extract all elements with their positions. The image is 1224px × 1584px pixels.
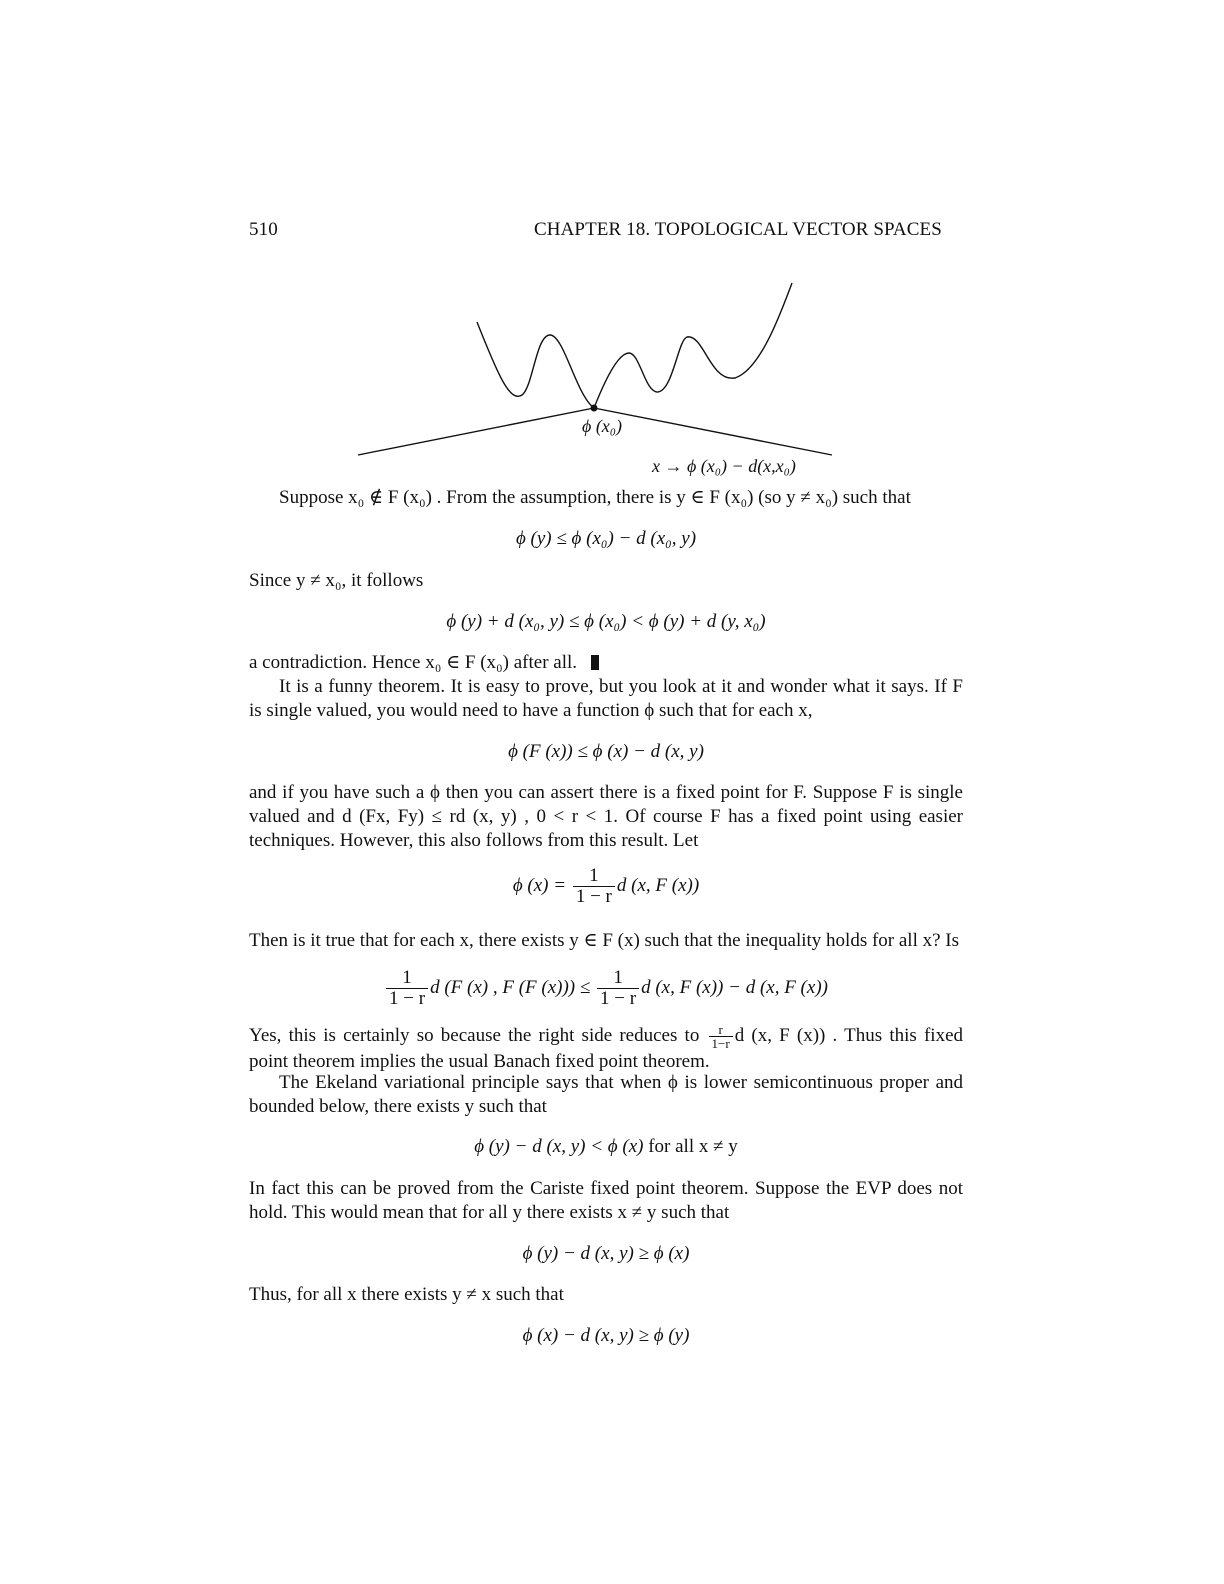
minimum-point bbox=[591, 405, 598, 412]
equation-3: ϕ (F (x)) ≤ ϕ (x) − d (x, y) bbox=[508, 741, 704, 762]
eq5-frac1-den: 1 − r bbox=[389, 988, 426, 1009]
paragraph-then-is-it: Then is it true that for each x, there exists y ∈ F (x) such that the inequality holds for all x? Is bbox=[249, 930, 960, 951]
eq5-frac2-den: 1 − r bbox=[600, 988, 637, 1009]
paragraph-funny-theorem: It is a funny theorem. It is easy to prove, but you look at it and wonder what it says. If F is single valued, you would need to have a function ϕ such that for each x, bbox=[249, 676, 963, 721]
function-graph-illustration bbox=[340, 275, 860, 485]
paragraph-ekeland: The Ekeland variational principle says that when ϕ is lower semicontinuous proper and bounded below, there exists y such that bbox=[249, 1072, 963, 1117]
inline-frac-den: 1−r bbox=[711, 1036, 730, 1051]
paragraph-suppose: Suppose x₀ ∉ F (x₀) . From the assumption, there is y ∈ F (x₀) (so y ≠ x₀) such that bbox=[279, 487, 911, 508]
eq6-formula: ϕ (y) − d (x, y) < ϕ (x) bbox=[474, 1136, 644, 1157]
paragraph-cariste: In fact this can be proved from the Cariste fixed point theorem. Suppose the EVP does not hold. This would mean that for all y there exists x ≠ y such that bbox=[249, 1178, 963, 1223]
eq5-frac1-num: 1 bbox=[386, 968, 428, 989]
eq4-frac-num: 1 bbox=[573, 866, 615, 887]
paragraph-thus: Thus, for all x there exists y ≠ x such that bbox=[249, 1284, 564, 1305]
phi-curve bbox=[477, 283, 792, 408]
equation-6 bbox=[249, 1136, 963, 1158]
paragraph-since: Since y ≠ x₀, it follows bbox=[249, 570, 424, 591]
eq5-mid: d (F (x) , F (F (x))) ≤ bbox=[430, 976, 591, 998]
eq5-frac2-num: 1 bbox=[597, 968, 639, 989]
equation-8: ϕ (x) − d (x, y) ≥ ϕ (y) bbox=[522, 1325, 690, 1346]
equation-4 bbox=[249, 866, 963, 907]
cone-label: x → ϕ (x₀) − d(x,x₀) bbox=[652, 456, 796, 476]
point-label: ϕ (x₀) bbox=[582, 416, 623, 436]
qed-mark bbox=[591, 655, 599, 670]
page-number: 510 bbox=[249, 219, 278, 240]
equation-1: ϕ (y) ≤ ϕ (x₀) − d (x₀, y) bbox=[515, 528, 697, 549]
eq5-right: d (x, F (x)) − d (x, F (x)) bbox=[641, 976, 828, 998]
yes-text-end: d (x, F (x)) . Thus this fixed point theorem implies the usual Banach fixed point theorem. bbox=[249, 1024, 964, 1072]
equation-2: ϕ (y) + d (x₀, y) ≤ ϕ (x₀) < ϕ (y) + d (y, x₀) bbox=[446, 611, 766, 632]
yes-text-start: Yes, this is certainly so because the right side reduces to bbox=[249, 1024, 700, 1046]
eq6-condition: for all x ≠ y bbox=[648, 1136, 738, 1157]
eq5-fraction-2 bbox=[597, 968, 639, 1009]
contradiction-text: a contradiction. Hence x₀ ∈ F (x₀) after all. bbox=[249, 652, 578, 673]
paragraph-single-valued: and if you have such a ϕ then you can assert there is a fixed point for F. Suppose F is single valued and d (Fx, Fy) ≤ rd (x, y) , 0 < r < 1. Of course F has a fixed point using easier techniques. However, this also follows from this result. Let bbox=[249, 782, 963, 851]
figure bbox=[340, 275, 860, 485]
chapter-title: CHAPTER 18. TOPOLOGICAL VECTOR SPACES bbox=[534, 219, 942, 240]
eq5-fraction-1 bbox=[386, 968, 428, 1009]
equation-5 bbox=[249, 968, 963, 1009]
eq4-left: ϕ (x) = bbox=[512, 874, 567, 896]
inline-fraction bbox=[709, 1023, 733, 1050]
cone-left-line bbox=[358, 408, 594, 455]
paragraph-contradiction bbox=[249, 651, 963, 675]
eq4-right: d (x, F (x)) bbox=[616, 874, 700, 896]
cone-right-line bbox=[594, 408, 832, 455]
paragraph-yes bbox=[249, 1023, 963, 1074]
eq4-fraction bbox=[573, 866, 615, 907]
eq4-frac-den: 1 − r bbox=[575, 886, 612, 907]
equation-7: ϕ (y) − d (x, y) ≥ ϕ (x) bbox=[522, 1243, 690, 1264]
inline-frac-num: r bbox=[709, 1023, 733, 1037]
